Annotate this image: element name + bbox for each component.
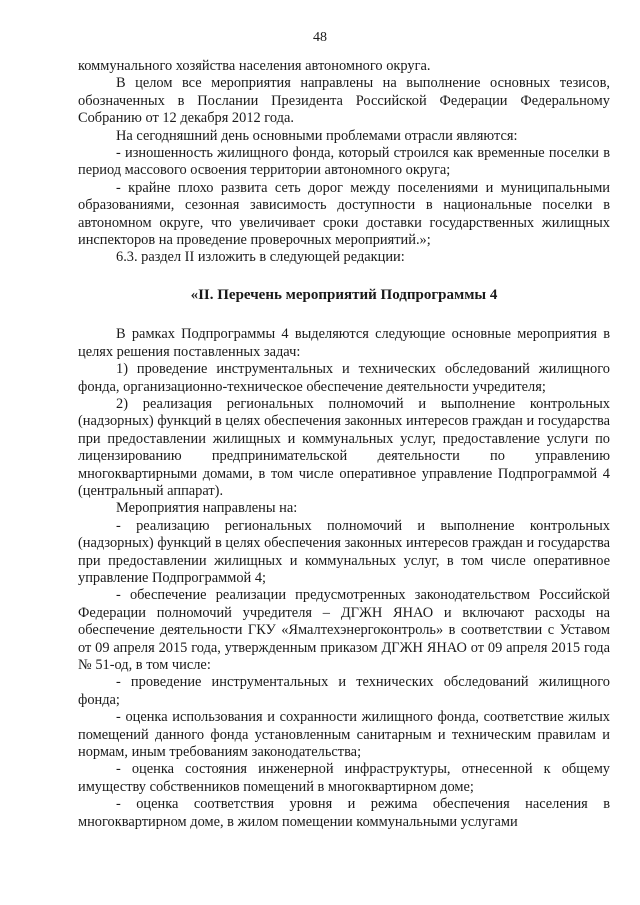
list-item: - реализацию региональных полномочий и выполнение контрольных (надзорных) функций в целях обеспечения законных интересов граждан и государства при предоставлении жилищных и коммунальных услуг, в том числе оперативное управление Подпрограммой 4; (78, 517, 610, 586)
list-item: - обеспечение реализации предусмотренных законодательством Российской Федерации полномочий учредителя – ДГЖН ЯНАО и включают расходы на обеспечение деятельности ГКУ «Ямалтехэнергоконтроль» в соответствии с Уставом от 09 апреля 2015 года, утвержденным приказом ДГЖН ЯНАО от 09 апреля 2015 года № 51-од, в том числе: (78, 587, 610, 673)
list-item: 2) реализация региональных полномочий и выполнение контрольных (надзорных) функций в целях обеспечения законных интересов граждан и государства при предоставлении жилищных и коммунальных услуг, предоставление услуги по лицензированию предпринимательской деятельности по управлению многоквартирными домами, в том числе оперативное управление Подпрограммой 4 (центральный аппарат). (78, 395, 610, 499)
paragraph: 6.3. раздел II изложить в следующей редакции: (116, 249, 405, 266)
document-body (78, 58, 610, 831)
list-item: - изношенность жилищного фонда, который строился как временные поселки в период массового освоения территории автономного округа; (78, 145, 610, 179)
list-item: - оценка соответствия уровня и режима обеспечения населения в многоквартирном доме, в жилом помещении коммунальными услугами (78, 796, 610, 830)
list-item: - оценка состояния инженерной инфраструктуры, отнесенной к общему имуществу собственников помещений в многоквартирном доме; (78, 761, 610, 795)
page-number: 48 (313, 30, 327, 45)
paragraph: Мероприятия направлены на: (116, 500, 298, 517)
list-item: - проведение инструментальных и технических обследований жилищного фонда; (78, 674, 610, 708)
paragraph-continuation: коммунального хозяйства населения автономного округа. (78, 58, 431, 74)
list-item: 1) проведение инструментальных и технических обследований жилищного фонда, организационно-техническое обеспечение деятельности учредителя; (78, 361, 610, 395)
paragraph: В рамках Подпрограммы 4 выделяются следующие основные мероприятия в целях решения поставленных задач: (78, 326, 610, 360)
list-item: - оценка использования и сохранности жилищного фонда, соответствие жилых помещений данного фонда установленным санитарным и техническим правилам и нормам, иным требованиям законодательства; (78, 709, 610, 761)
list-item: - крайне плохо развита сеть дорог между поселениями и муниципальными образованиями, сезонная зависимость доступности в национальные поселки в автономном округе, что увеличивает сроки доставки государственных жилищных инспекторов на проведение проверочных мероприятий.»; (78, 179, 610, 249)
section-heading: «II. Перечень мероприятий Подпрограммы 4 (190, 286, 498, 303)
paragraph: В целом все мероприятия направлены на выполнение основных тезисов, обозначенных в Послании Президента Российской Федерации Федеральному Собранию от 12 декабря 2012 года. (78, 75, 610, 127)
paragraph: На сегодняшний день основными проблемами отрасли являются: (116, 127, 518, 144)
